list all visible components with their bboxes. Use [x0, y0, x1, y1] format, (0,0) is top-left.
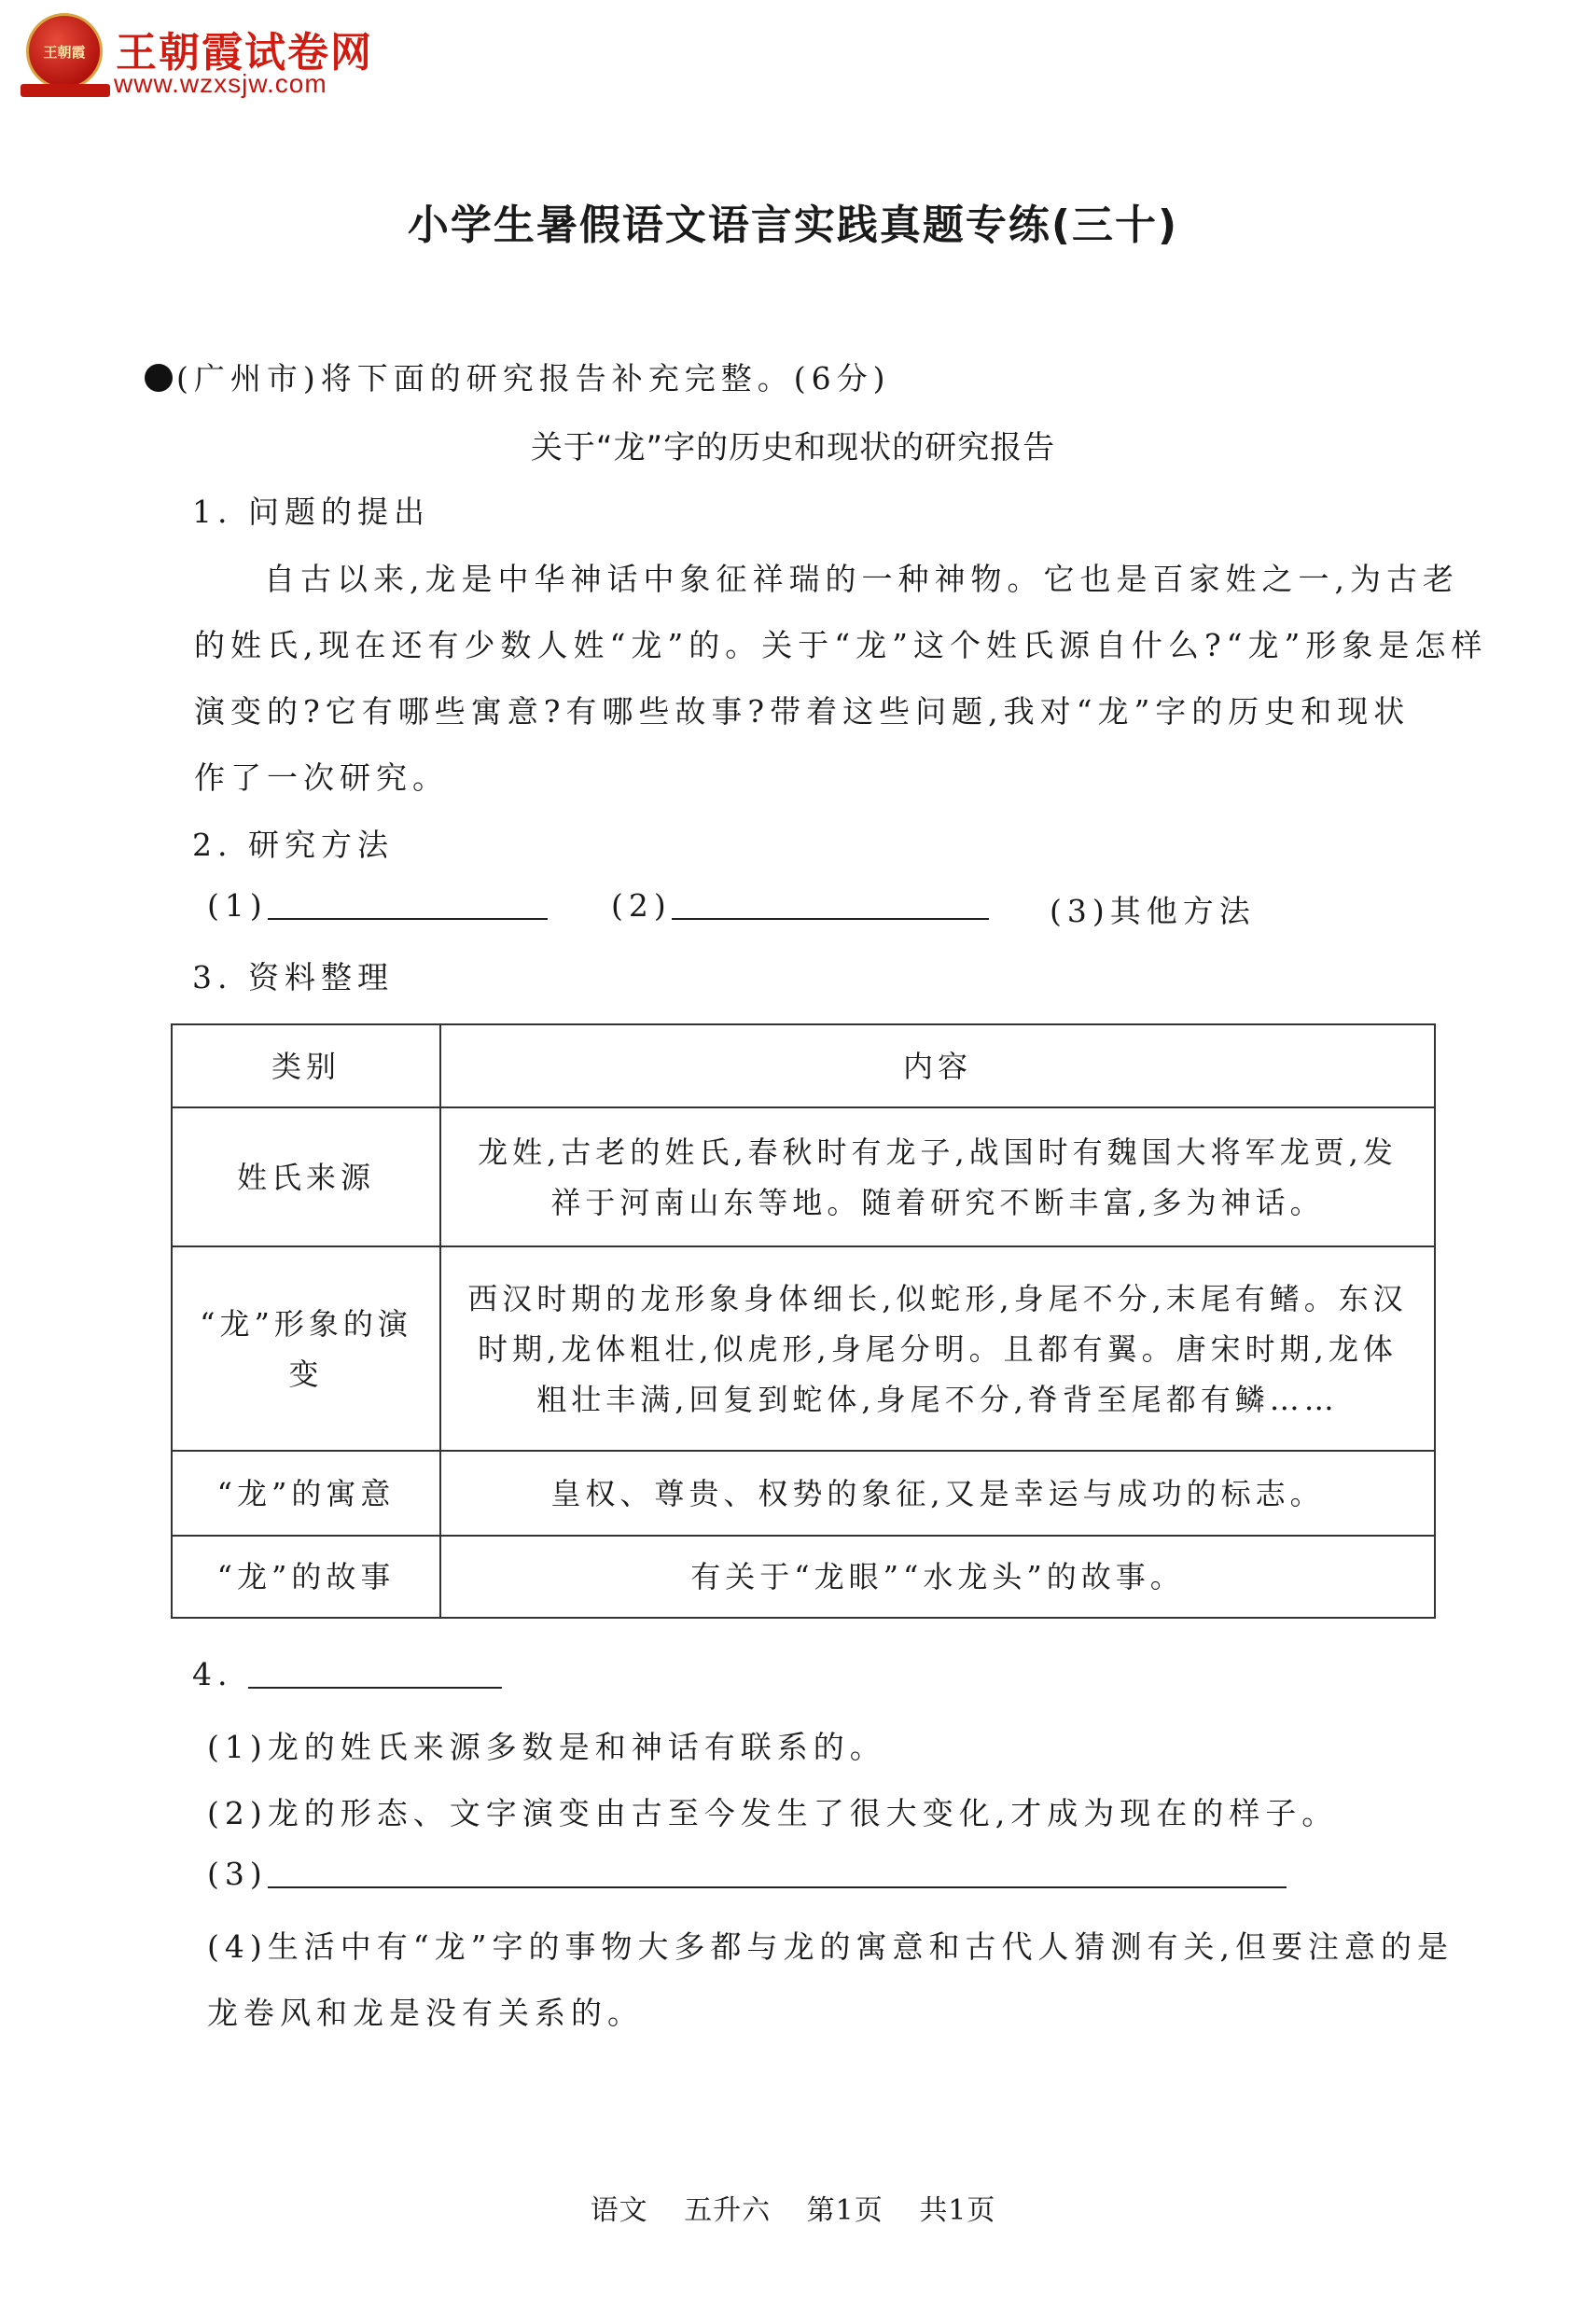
table-cell-category: “龙”的寓意	[172, 1451, 440, 1536]
section-1-line: 的姓氏,现在还有少数人姓“龙”的。关于“龙”这个姓氏源自什么?“龙”形象是怎样	[194, 627, 1488, 663]
method-2: (2)	[611, 887, 989, 924]
page-title: 小学生暑假语文语言实践真题专练(三十)	[407, 202, 1179, 249]
report-title: 关于“龙”字的历史和现状的研究报告	[530, 429, 1056, 466]
table-cell-content: 西汉时期的龙形象身体细长,似蛇形,身尾不分,末尾有鳍。东汉 时期,龙体粗壮,似虎形,身尾分明。且都有翼。唐宋时期,龙体 粗壮丰满,回复到蛇体,身尾不分,脊背至尾都有鳞……	[440, 1246, 1435, 1451]
section-1-line: 演变的?它有哪些寓意?有哪些故事?带着这些问题,我对“龙”字的历史和现状	[194, 693, 1411, 730]
method-1: (1)	[207, 887, 548, 924]
table-cell-content: 龙姓,古老的姓氏,春秋时有龙子,战国时有魏国大将军龙贾,发 祥于河南山东等地。随着研究不断丰富,多为神话。	[440, 1107, 1435, 1246]
footer-page: 第1页	[806, 2194, 883, 2227]
table-row	[172, 1107, 1435, 1246]
site-url: www.wzxsjw.com	[114, 69, 327, 98]
table-header-content: 内容	[440, 1024, 1435, 1107]
section-4-blank[interactable]	[248, 1687, 502, 1689]
method-2-blank[interactable]	[672, 918, 989, 920]
table-cell-content: 有关于“龙眼”“水龙头”的故事。	[440, 1536, 1435, 1618]
conclusion-item: (1)龙的姓氏来源多数是和神话有联系的。	[207, 1729, 886, 1765]
site-name: 王朝霞试卷网	[116, 29, 373, 77]
footer-total: 共1页	[919, 2194, 996, 2227]
logo-ribbon	[21, 84, 110, 97]
data-table	[171, 1023, 1436, 1619]
table-cell-category: “龙”形象的演变	[172, 1246, 440, 1451]
page-footer	[0, 2187, 1586, 2228]
conclusion-item: (3)	[207, 1856, 1287, 1892]
conclusion-item: (2)龙的形态、文字演变由古至今发生了很大变化,才成为现在的样子。	[207, 1795, 1339, 1831]
table-row	[172, 1536, 1435, 1618]
conclusion-item: (4)生活中有“龙”字的事物大多都与龙的寓意和古代人猜测有关,但要注意的是	[207, 1928, 1454, 1965]
table-cell-category: “龙”的故事	[172, 1536, 440, 1618]
section-3-heading: 3. 资料整理	[192, 959, 394, 995]
section-2-heading: 2. 研究方法	[192, 827, 394, 863]
method-1-blank[interactable]	[268, 918, 548, 920]
logo-badge-icon: 王朝霞	[26, 13, 103, 90]
table-row	[172, 1246, 1435, 1451]
table-header-row	[172, 1024, 1435, 1107]
method-3: (3)其他方法	[1050, 893, 1256, 929]
table-cell-category: 姓氏来源	[172, 1107, 440, 1246]
conclusion-item: 龙卷风和龙是没有关系的。	[207, 1995, 644, 2031]
bullet-icon	[145, 364, 173, 392]
conclusion-3-blank[interactable]	[268, 1886, 1287, 1888]
table-cell-content: 皇权、尊贵、权势的象征,又是幸运与成功的标志。	[440, 1451, 1435, 1536]
section-4-heading: 4.	[192, 1656, 502, 1692]
site-logo	[26, 13, 399, 97]
footer-subject: 语文	[590, 2194, 648, 2227]
question-prompt: (广州市)将下面的研究报告补充完整。(6分)	[145, 355, 891, 398]
section-1-line: 自古以来,龙是中华神话中象征祥瑞的一种神物。它也是百家姓之一,为古老	[264, 561, 1459, 597]
table-row	[172, 1451, 1435, 1536]
table-header-category: 类别	[172, 1024, 440, 1107]
section-1-line: 作了一次研究。	[194, 759, 449, 796]
section-1-heading: 1. 问题的提出	[192, 494, 430, 530]
footer-grade: 五升六	[684, 2194, 772, 2227]
